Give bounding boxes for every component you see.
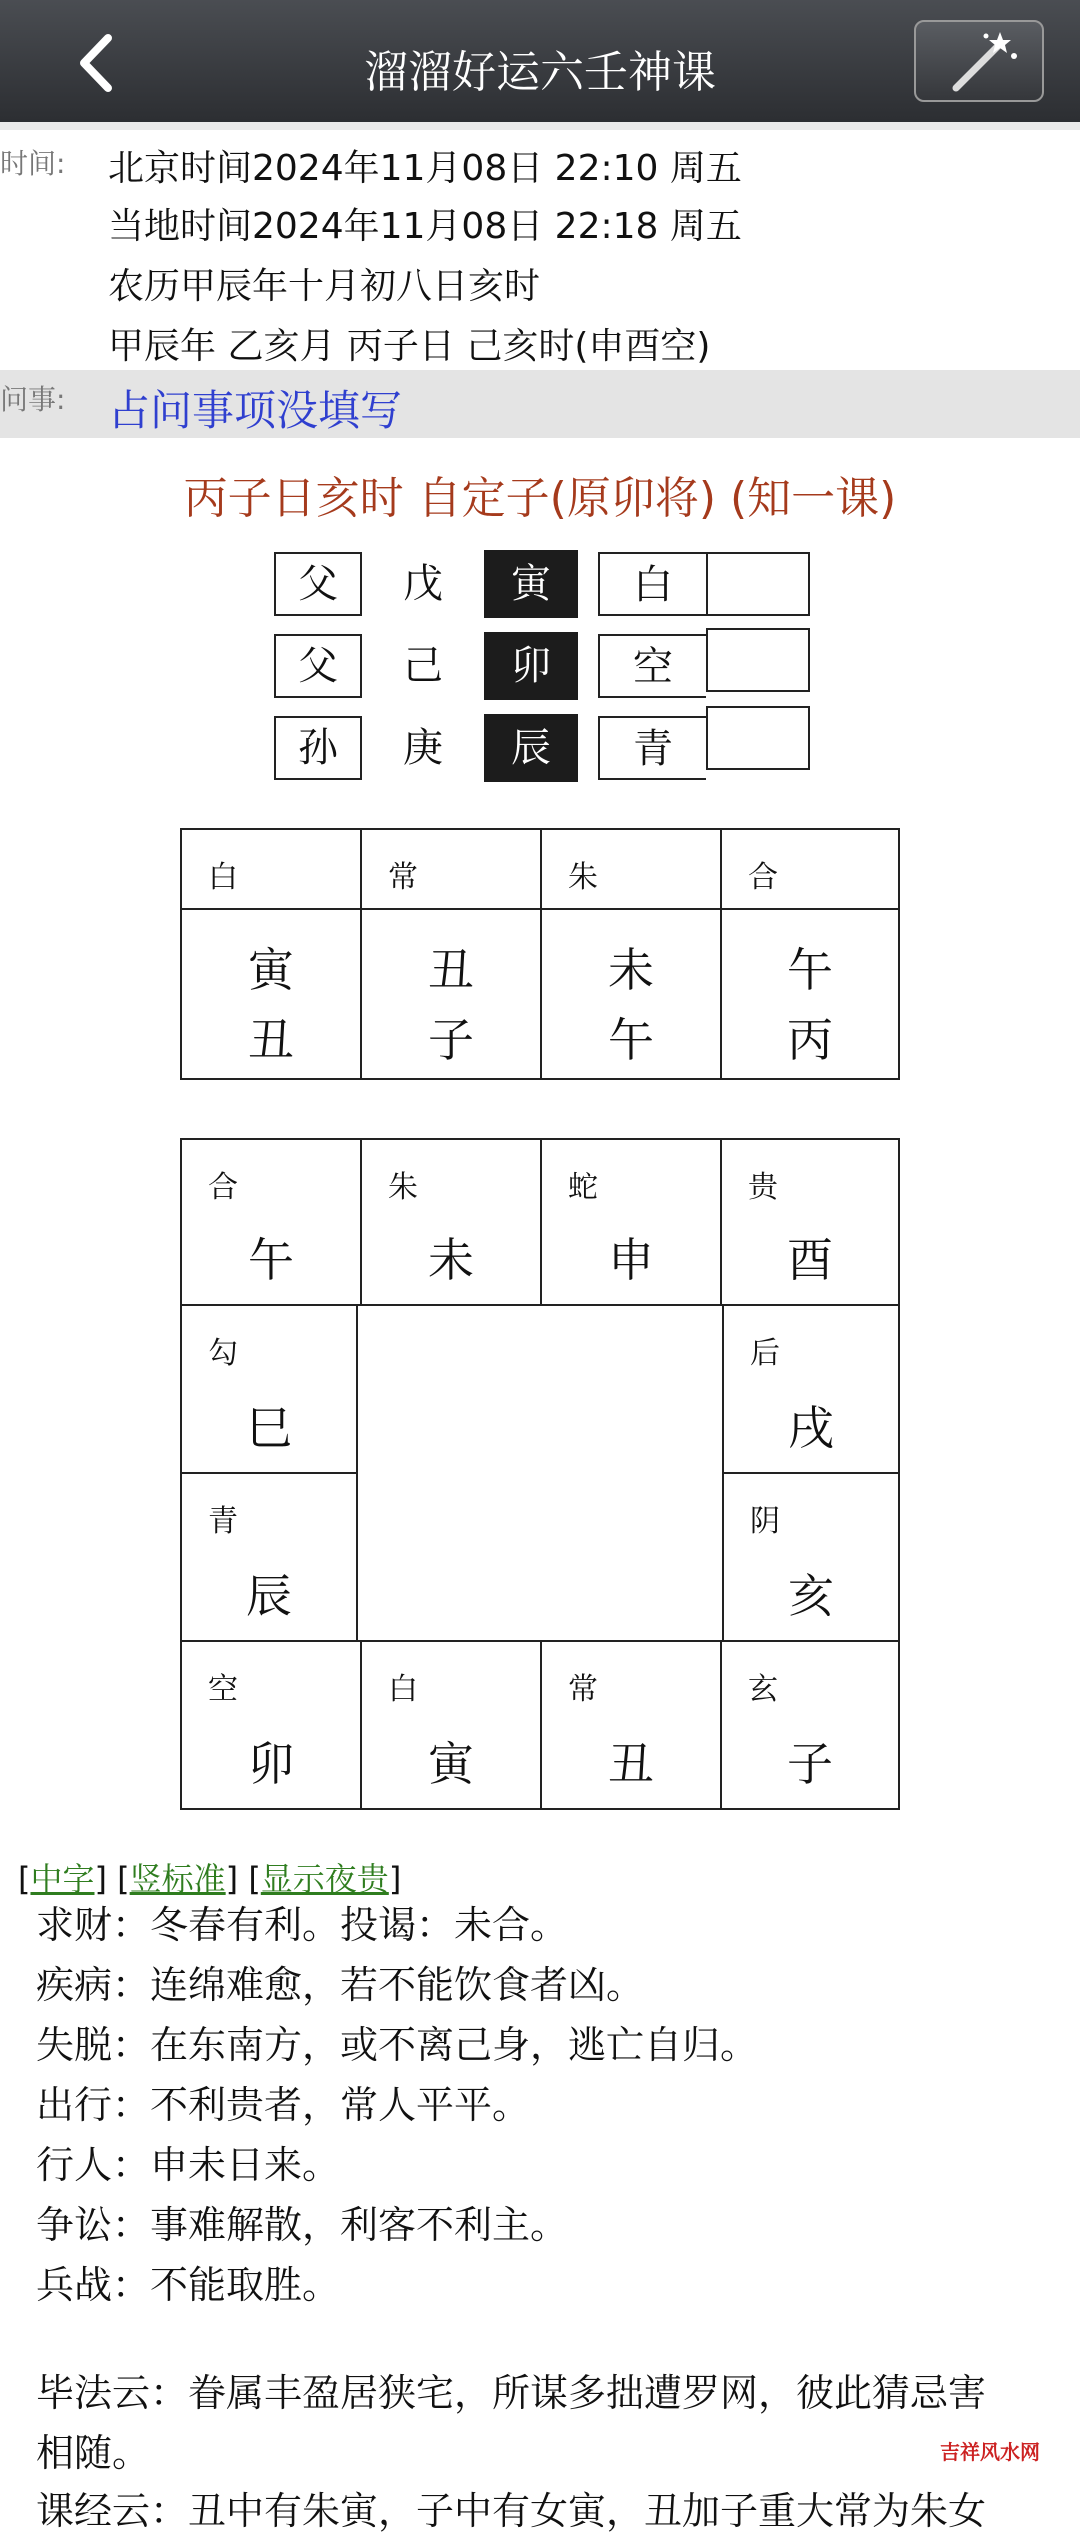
- lunar-date: 农历甲辰年十月初八日亥时: [108, 266, 541, 307]
- plate-branch: 巳: [246, 1401, 292, 1455]
- transmission-branch: 辰: [484, 714, 578, 782]
- lesson-bottom: 丑: [248, 1013, 294, 1067]
- watermark: 吉祥风水网: [940, 2440, 1040, 2464]
- judgment-line: 争讼：事难解散，利客不利主。: [36, 2203, 569, 2247]
- transmission-blank: [706, 706, 810, 770]
- vertical-standard-link[interactable]: 竖标准: [129, 1860, 226, 1898]
- judgment-line: 兵战：不能取胜。: [36, 2263, 341, 2307]
- transmission-branch: 寅: [484, 550, 578, 618]
- lesson-general: 常: [388, 860, 418, 895]
- plate-general: 空: [208, 1672, 238, 1707]
- plate-general: 后: [750, 1336, 780, 1371]
- page-title: 溜溜好运六壬神课: [364, 47, 716, 98]
- plate-cell: [540, 1138, 722, 1306]
- plate-cell: [720, 1640, 900, 1810]
- plate-branch: 寅: [428, 1737, 474, 1791]
- plate-general: 玄: [748, 1672, 778, 1707]
- lesson-bottom: 丙: [787, 1013, 833, 1067]
- transmission-stem: 戊: [403, 561, 443, 607]
- plate-general: 阴: [750, 1504, 780, 1539]
- plate-cell: [180, 1640, 362, 1810]
- transmission-relation: 孙: [274, 716, 362, 780]
- plate-general: 白: [388, 1672, 418, 1707]
- plate-general: 合: [208, 1170, 238, 1205]
- chinese-font-link[interactable]: 中字: [30, 1860, 95, 1898]
- plate-cell: [722, 1472, 900, 1642]
- lesson-cell: [722, 910, 898, 1078]
- lesson-general-cell: [542, 830, 722, 910]
- plate-branch: 辰: [246, 1569, 292, 1623]
- judgment-line: 疾病：连绵难愈，若不能饮食者凶。: [36, 1963, 645, 2007]
- lesson-bottom: 午: [608, 1013, 654, 1067]
- ganzhi-date: 甲辰年 乙亥月 丙子日 己亥时(申酉空): [108, 326, 711, 367]
- lesson-cell: [542, 910, 722, 1078]
- beijing-time: 北京时间2024年11月08日 22:10 周五: [108, 148, 742, 189]
- header-divider: [0, 122, 1080, 130]
- lesson-top: 丑: [428, 943, 474, 997]
- plate-branch: 丑: [608, 1737, 654, 1791]
- kejing-line: 课经云：丑中有朱寅，子中有女寅，丑加子重大常为朱女: [36, 2489, 987, 2533]
- plate-cell: [722, 1304, 900, 1474]
- plate-cell: [180, 1472, 358, 1642]
- option-links: [中字] [竖标准] [显示夜贵]: [18, 1860, 402, 1898]
- question-text[interactable]: 占问事项没填写: [108, 386, 403, 435]
- lesson-general: 合: [748, 860, 778, 895]
- magic-wand-icon: [916, 22, 1042, 100]
- lesson-general-cell: [722, 830, 898, 910]
- plate-cell: [720, 1138, 900, 1306]
- bifa-line: 毕法云：眷属丰盈居狭宅，所谋多拙遭罗网，彼此猜忌害: [36, 2371, 987, 2415]
- transmission-branch: 卯: [484, 632, 578, 700]
- transmission-stem: 庚: [403, 725, 443, 771]
- plate-cell: [180, 1304, 358, 1474]
- plate-general: 常: [568, 1672, 598, 1707]
- judgment-line: 求财：冬春有利。投谒：未合。: [36, 1903, 569, 1947]
- bifa-line: 相随。: [36, 2431, 151, 2475]
- transmission-relation: 父: [274, 552, 362, 616]
- top-bar: [0, 0, 1080, 122]
- time-label: 时间:: [0, 147, 66, 180]
- lesson-general-cell: [182, 830, 362, 910]
- transmission-relation: 父: [274, 634, 362, 698]
- transmission-general: 空: [598, 634, 706, 698]
- night-noble-link[interactable]: 显示夜贵: [260, 1860, 389, 1898]
- judgment-line: 出行：不利贵者，常人平平。: [36, 2083, 531, 2127]
- question-label: 问事:: [0, 383, 66, 416]
- plate-branch: 亥: [788, 1569, 834, 1623]
- lesson-title: 丙子日亥时 自定子(原卯将) (知一课): [183, 473, 897, 524]
- plate-general: 贵: [748, 1170, 778, 1205]
- lesson-top: 午: [787, 943, 833, 997]
- transmission-general: 青: [598, 716, 706, 780]
- plate-branch: 申: [608, 1233, 654, 1287]
- plate-general: 蛇: [568, 1170, 598, 1205]
- plate-branch: 戌: [788, 1401, 834, 1455]
- lesson-cell: [362, 910, 542, 1078]
- judgment-line: 失脱：在东南方，或不离己身，逃亡自归。: [36, 2023, 759, 2067]
- lesson-general: 白: [208, 860, 238, 895]
- plate-branch: 酉: [787, 1233, 833, 1287]
- plate-cell: [360, 1640, 542, 1810]
- four-lessons-grid: [180, 828, 900, 1080]
- lesson-cell: [182, 910, 362, 1078]
- plate-general: 勾: [208, 1336, 238, 1371]
- transmission-blank: [706, 628, 810, 692]
- plate-branch: 午: [248, 1233, 294, 1287]
- lesson-top: 寅: [248, 943, 294, 997]
- plate-general: 朱: [388, 1170, 418, 1205]
- judgment-line: 行人：申未日来。: [36, 2143, 341, 2187]
- plate-branch: 卯: [248, 1737, 294, 1791]
- lesson-general-cell: [362, 830, 542, 910]
- plate-cell: [540, 1640, 722, 1810]
- magic-wand-button[interactable]: [914, 20, 1044, 102]
- plate-general: 青: [208, 1504, 238, 1539]
- transmission-general: 白: [598, 552, 706, 616]
- lesson-bottom: 子: [428, 1013, 474, 1067]
- plate-branch: 未: [428, 1233, 474, 1287]
- transmission-stem: 己: [403, 643, 443, 689]
- plate-cell: [360, 1138, 542, 1306]
- transmission-blank: [706, 552, 810, 616]
- lesson-top: 未: [608, 943, 654, 997]
- plate-branch: 子: [787, 1737, 833, 1791]
- plate-cell: [180, 1138, 362, 1306]
- lesson-general: 朱: [568, 860, 598, 895]
- local-time: 当地时间2024年11月08日 22:18 周五: [108, 206, 742, 247]
